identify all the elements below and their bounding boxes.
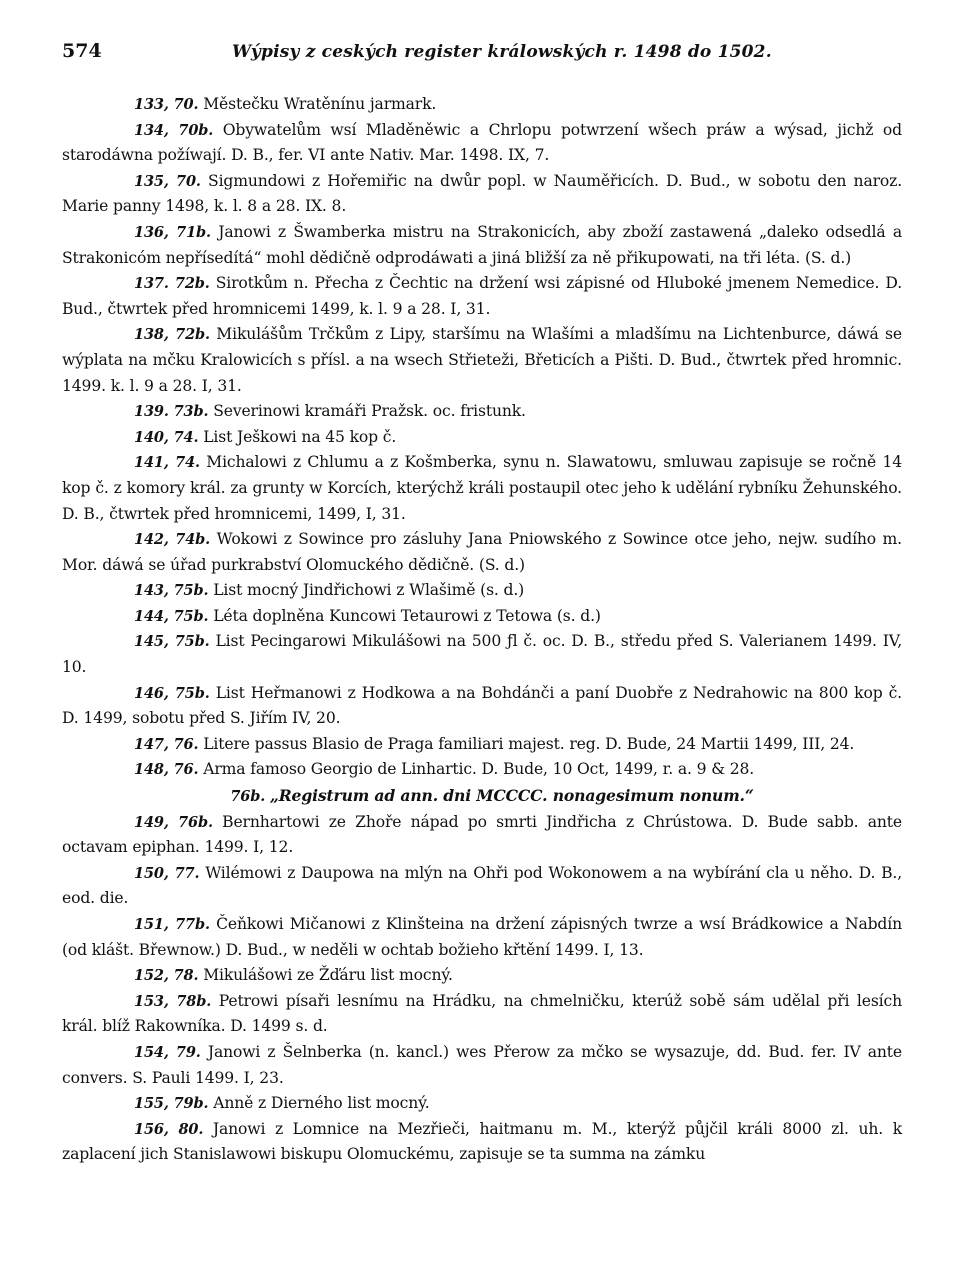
register-entry	[62, 861, 902, 912]
entry-reference: 150, 77.	[134, 864, 200, 882]
entry-text: Litere passus Blasio de Praga familiari majest. reg. D. Bude, 24 Martii 1499, III, 24.	[203, 734, 855, 753]
entry-text: List Ješkowi na 45 kop č.	[203, 427, 397, 446]
entry-text: List Heřmanowi z Hodkowa a na Bohdánči a paní Duobře z Nedrahowic na 800 kop č. D. 1499, sobotu před S. Jiřím IV, 20.	[62, 683, 902, 728]
running-header	[62, 40, 902, 84]
entry-reference: 148, 76.	[134, 761, 199, 779]
entry-reference: 136, 71b.	[134, 223, 211, 241]
entry-text: Bernhartowi ze Zhoře nápad po smrti Jindřicha z Chrústowa. D. Bude sabb. ante octavam epiphan. 1499. I, 12.	[62, 812, 902, 857]
entry-reference: 140, 74.	[134, 428, 199, 446]
entry-reference: 141, 74.	[134, 454, 200, 472]
register-entry	[62, 169, 902, 220]
entry-text: Wilémowi z Daupowa na mlýn na Ohři pod Wokonowem a na wybírání cla u něho. D. B., eod. die.	[62, 863, 903, 908]
entry-reference: 143, 75b.	[134, 582, 209, 600]
entry-text: Janowi z Šelnberka (n. kancl.) wes Přerow za mčko se wysazuje, dd. Bud. fer. IV ante convers. S. Pauli 1499. I, 23.	[62, 1042, 903, 1087]
register-entry	[62, 963, 902, 989]
entry-text: Sigmundowi z Hořemiřic na dwůr popl. w Nauměřicích. D. Bud., w sobotu den naroz. Marie panny 1498, k. l. 8 a 28. IX. 8.	[62, 171, 903, 216]
entry-reference: 152, 78.	[134, 967, 199, 985]
entry-reference: 153, 78b.	[134, 992, 212, 1010]
entry-text: Léta doplněna Kuncowi Tetaurowi z Tetowa (s. d.)	[213, 606, 601, 625]
entry-text: Mikulášowi ze Žďáru list mocný.	[203, 966, 453, 985]
entry-reference: 147, 76.	[134, 735, 199, 753]
entry-text: List mocný Jindřichowi z Wlašimě (s. d.)	[213, 581, 525, 600]
entry-text: Severinowi kramáři Pražsk. oc. fristunk.	[213, 402, 526, 421]
register-entry	[62, 322, 902, 399]
entry-reference: 145, 75b.	[134, 633, 210, 651]
register-entry	[62, 757, 902, 783]
register-entry	[62, 681, 902, 732]
entry-reference: 154, 79.	[134, 1043, 201, 1061]
entry-text: Arma famoso Georgio de Linhartic. D. Bude, 10 Oct, 1499, r. a. 9 & 28.	[203, 760, 755, 779]
register-entry	[62, 220, 902, 271]
entry-reference: 146, 75b.	[134, 684, 210, 702]
entry-reference: 135, 70.	[134, 172, 201, 190]
register-entry	[62, 732, 902, 758]
entry-text: „Registrum ad ann. dni MCCCC. nonagesimum nonum.“	[269, 786, 754, 806]
register-entry	[62, 271, 902, 322]
entry-text: Anně z Dierného list mocný.	[213, 1094, 430, 1113]
register-entry	[62, 399, 902, 425]
register-entry	[62, 1117, 902, 1168]
entry-text: Petrowi písaři lesnímu na Hrádku, na chmelničku, kterúž sobě sám udělal při lesích král. blíž Rakowníka. D. 1499 s. d.	[62, 991, 902, 1036]
register-entry	[62, 989, 902, 1040]
register-heading-note	[62, 783, 902, 810]
entry-list	[62, 92, 902, 1168]
entry-text: Mikulášům Trčkům z Lipy, staršímu na Wlašími a mladšímu na Lichtenburce, dáwá se wýplata na mčku Kralowicích s přísl. a na wsech Střieteži, Břeticích a Pišti. D. Bud., čtwrtek před hromnic. 1499. k. l. 9 a 28. I, 31.	[62, 325, 902, 395]
entry-text: Wokowi z Sowince pro zásluhy Jana Pniowského z Sowince otce jeho, nejw. sudího m. Mor. dáwá se úřad purkrabství Olomuckého dědičně. (S. d.)	[62, 530, 902, 574]
running-title: Wýpisy z ceských register králowských r. 1498 do 1502.	[232, 42, 772, 62]
register-entry	[62, 450, 902, 527]
page-number: 574	[62, 40, 102, 62]
entry-reference: 156, 80.	[134, 1120, 204, 1138]
register-entry	[62, 810, 902, 861]
entry-reference: 155, 79b.	[134, 1095, 209, 1113]
register-entry	[62, 912, 902, 963]
register-entry	[62, 1040, 902, 1091]
entry-reference: 139. 73b.	[134, 403, 209, 421]
entry-reference: 134, 70b.	[134, 121, 214, 139]
entry-reference: 138, 72b.	[134, 326, 210, 344]
entry-reference: 144, 75b.	[134, 607, 209, 625]
entry-reference: 133, 70.	[134, 96, 199, 113]
register-entry	[62, 578, 902, 604]
entry-reference: 149, 76b.	[134, 813, 213, 831]
entry-reference: 137. 72b.	[134, 275, 210, 293]
entry-text: Michalowi z Chlumu a z Košmberka, synu n. Slawatowu, smluwau zapisuje se ročně 14 kop č. z komory král. za grunty w Korcích, kterýchž králi postaupil otec jeho k udělání rybníku Žehunského. D. B., čtwrtek před hromnicemi, 1499, I, 31.	[62, 453, 902, 523]
entry-reference: 142, 74b.	[134, 531, 211, 549]
register-entry	[62, 425, 902, 451]
entry-text: Janowi z Lomnice na Mezřieči, haitmanu m. M., kterýž půjčil králi 8000 zl. uh. k zaplacení jich Stanislawowi biskupu Olomuckému, zapisuje se ta summa na zámku	[62, 1119, 903, 1164]
entry-reference: 151, 77b.	[134, 916, 210, 933]
register-entry	[62, 604, 902, 630]
entry-text: Čeňkowi Mičanowi z Klinšteina na držení zápisných twrze a wsí Brádkowice a Nabdín (od klášt. Břewnow.) D. Bud., w neděli w ochtab božieho křtění 1499. I, 13.	[62, 915, 902, 959]
entry-text: Janowi z Šwamberka mistru na Strakonicích, aby zboží zastawená „daleko odsedlá a Strakonicóm nepřísedítá“ mohl dědičně odprodáwati a jiná bližší za ně přikupowati, na tři léta. (S. d.)	[62, 222, 902, 267]
entry-reference: 76b.	[230, 788, 266, 806]
entry-text: Městečku Wratěnínu jarmark.	[203, 95, 437, 113]
register-entry	[62, 629, 902, 680]
document-page	[62, 40, 902, 1168]
register-entry	[62, 118, 902, 169]
entry-text: Obywatelům wsí Mladěněwic a Chrlopu potwrzení wšech práw a wýsad, jichž od starodáwna požíwají. D. B., fer. VI ante Nativ. Mar. 1498. IX, 7.	[62, 120, 902, 165]
register-entry	[62, 527, 902, 578]
entry-text: Sirotkům n. Přecha z Čechtic na držení wsi zápisné od Hluboké jmenem Nemedice. D. Bud., čtwrtek před hromnicemi 1499, k. l. 9 a 28. I, 31.	[62, 274, 902, 318]
entry-text: List Pecingarowi Mikulášowi na 500 ƒl č. oc. D. B., středu před S. Valerianem 1499. IV, 10.	[62, 632, 902, 677]
register-entry	[62, 92, 902, 118]
register-entry	[62, 1091, 902, 1117]
